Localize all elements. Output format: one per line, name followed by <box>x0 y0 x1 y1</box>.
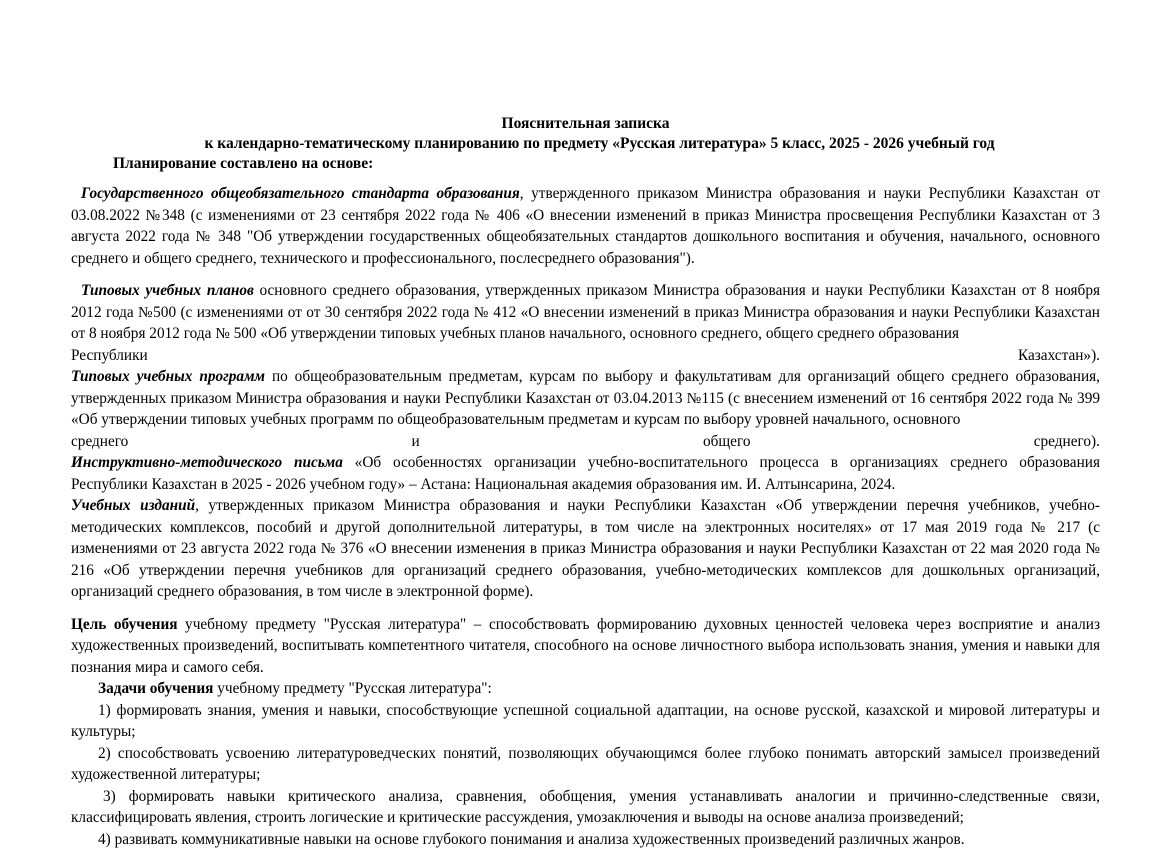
paragraph-programs-lead: Типовых учебных программ <box>71 368 265 385</box>
paragraph-letter-body: «Об особенностях организации учебно-воспитательного процесса в организациях среднего образования Республики Казахстан в 2025 - 2026 учебном году» – Астана: Национальная академия образования им. И. Алтынсарина, 2024. <box>71 454 1100 493</box>
paragraph-programs-body: по общеобразовательным предметам, курсам по выбору и факультативам для организаций общего среднего образования, утвержденных приказом Министра образования и науки Республики Казахстан от 03.04.2013 №115 (с внесением изменений от 16 сентября 2022 года № 399 «Об утверждении типовых учебных программ по общеобразовательным предметам и курсам по выбору уровней начального, основного <box>71 368 1100 428</box>
paragraph-goal-lead: Цель обучения <box>71 616 178 633</box>
paragraph-standard <box>71 183 1100 269</box>
paragraph-tasks-lead: Задачи обучения <box>98 680 213 697</box>
paragraph-tasks-body: учебному предмету "Русская литература": <box>213 680 491 697</box>
page-subtitle: к календарно-тематическому планированию по предмету «Русская литература» 5 класс, 2025 - 2026 учебный год <box>71 134 1100 154</box>
paragraph-programs-tail-c: общего <box>703 431 751 453</box>
task-item-2: 2) способствовать усвоению литературоведческих понятий, позволяющих обучающимся более глубоко понимать авторский замысел произведений художественной литературы; <box>71 743 1100 786</box>
paragraph-goal-body: учебному предмету "Русская литература" – способствовать формированию духовных ценностей человека через восприятие и анализ художественных произведений, воспитывать компетентного читателя, способного на основе личностного выбора использовать знания, умения и навыки для познания мира и самого себя. <box>71 616 1100 676</box>
task-item-3: 3) формировать навыки критического анализа, сравнения, обобщения, умения устанавливать аналогии и причинно-следственные связи, классифицировать явления, строить логические и критические рассуждения, умозаключения и выводы на основе анализа произведений; <box>71 786 1100 829</box>
paragraph-plans-tail-right: Казахстан»). <box>1018 345 1100 367</box>
paragraph-plans-body: основного среднего образования, утвержденных приказом Министра образования и науки Республики Казахстан от 8 ноября 2012 года №500 (с изменениями от от 30 сентября 2022 года № 412 «О внесении изменений в приказ Министра образования и науки Республики Казахстан от 8 ноября 2012 года № 500 «Об утверждении типовых учебных планов начального, основного среднего, общего среднего образования <box>71 282 1100 342</box>
paragraph-plans <box>71 280 1100 345</box>
page-title: Пояснительная записка <box>71 114 1100 134</box>
paragraph-letter-lead: Инструктивно-методического письма <box>71 454 343 471</box>
paragraph-programs <box>71 366 1100 431</box>
paragraph-editions-body: , утвержденных приказом Министра образования и науки Республики Казахстан «Об утверждении перечня учебников, учебно-методических комплексов, пособий и другой дополнительной литературы, в том числе на электронных носителях» от 17 мая 2019 года № 217 (с изменениями от 23 августа 2022 года № 376 «О внесении изменения в приказ Министра образования и науки Республики Казахстан от 22 мая 2020 года № 216 «Об утверждении перечня учебников для организаций среднего образования, учебно-методических комплексов для дошкольных организаций, организаций среднего образования, в том числе в электронной форме). <box>71 497 1100 600</box>
paragraph-plans-tail-line <box>71 345 1100 367</box>
paragraph-editions <box>71 495 1100 603</box>
paragraph-programs-tail-b: и <box>412 431 420 453</box>
paragraph-standard-lead: Государственного общеобязательного стандарта образования <box>81 185 520 202</box>
paragraph-standard-body: , утвержденного приказом Министра образования и науки Республики Казахстан от 03.08.2022 №348 (с изменениями от 23 сентября 2022 года № 406 «О внесении изменений в приказ Министра просвещения Республики Казахстан от 3 августа 2022 года № 348 "Об утверждении государственных общеобязательных стандартов дошкольного воспитания и обучения, начального, основного среднего и общего среднего, технического и профессионального, послесреднего образования"). <box>71 185 1100 267</box>
task-item-1: 1) формировать знания, умения и навыки, способствующие успешной социальной адаптации, на основе русской, казахской и мировой литературы и культуры; <box>71 700 1100 743</box>
paragraph-programs-tail-line <box>71 431 1100 453</box>
paragraph-goal <box>71 614 1100 679</box>
basis-heading: Планирование составлено на основе: <box>71 154 1100 174</box>
paragraph-editions-lead: Учебных изданий <box>71 497 195 514</box>
paragraph-plans-lead: Типовых учебных планов <box>81 282 254 299</box>
paragraph-programs-tail-d: среднего). <box>1034 431 1100 453</box>
task-item-4: 4) развивать коммуникативные навыки на основе глубокого понимания и анализа художественных произведений различных жанров. <box>71 829 1100 850</box>
paragraph-programs-tail-a: среднего <box>71 431 128 453</box>
paragraph-letter <box>71 452 1100 495</box>
paragraph-plans-tail-left: Республики <box>71 345 148 367</box>
paragraph-tasks <box>71 678 1100 700</box>
document-body <box>71 114 1100 850</box>
